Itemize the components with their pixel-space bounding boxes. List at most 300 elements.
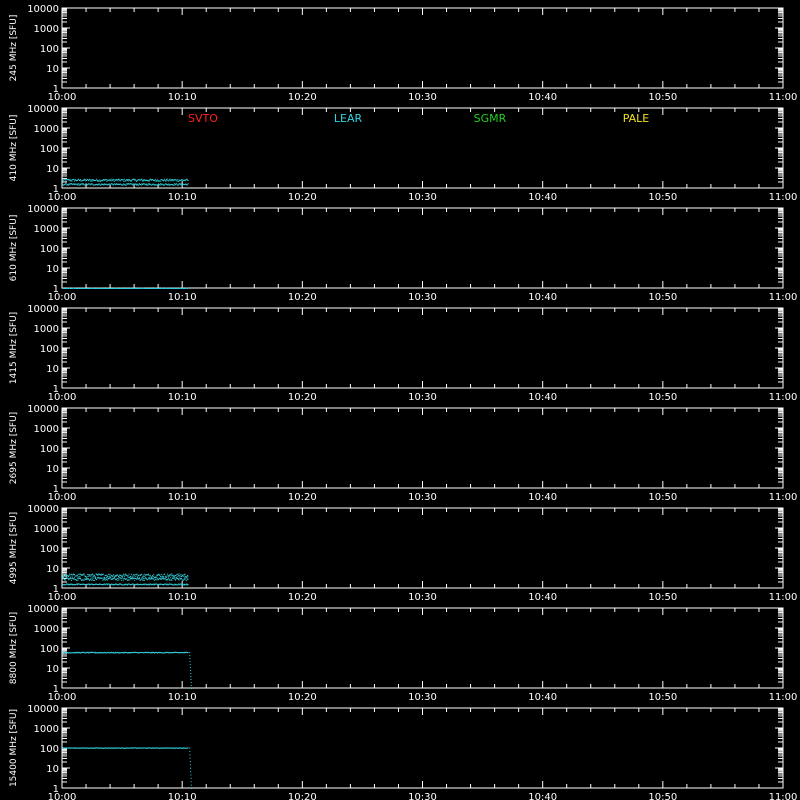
x-tick-label: 10:40 xyxy=(528,292,558,303)
data-point xyxy=(140,575,141,576)
data-point xyxy=(186,584,187,585)
data-point xyxy=(115,180,116,181)
y-tick-label: 1000 xyxy=(33,24,59,35)
plot-frame xyxy=(62,408,783,488)
data-point xyxy=(135,576,136,577)
data-point xyxy=(141,578,142,579)
data-point xyxy=(123,580,124,581)
data-point xyxy=(141,185,142,186)
data-point xyxy=(106,575,107,576)
data-point xyxy=(103,185,104,186)
data-point xyxy=(190,676,191,677)
data-point xyxy=(132,184,133,185)
data-point xyxy=(111,179,112,180)
data-point xyxy=(160,183,161,184)
data-point xyxy=(164,574,165,575)
x-tick-label: 10:40 xyxy=(528,592,558,603)
data-point xyxy=(170,179,171,180)
data-point xyxy=(83,183,84,184)
data-point xyxy=(137,184,138,185)
data-point xyxy=(153,584,154,585)
y-axis-label: 15400 MHz [SFU] xyxy=(9,708,19,788)
data-point xyxy=(148,574,149,575)
plot-frame xyxy=(62,608,783,688)
data-point xyxy=(91,577,92,578)
x-tick-label: 10:20 xyxy=(287,592,317,603)
data-point xyxy=(179,181,180,182)
data-point xyxy=(139,577,140,578)
data-point xyxy=(164,179,165,180)
y-tick-label: 1 xyxy=(52,684,59,695)
data-point xyxy=(132,576,133,577)
data-point xyxy=(105,575,106,576)
data-point xyxy=(109,576,110,577)
data-point xyxy=(188,747,189,748)
legend-sgmr: SGMR xyxy=(473,112,507,125)
data-point xyxy=(123,574,124,575)
data-point xyxy=(165,578,166,579)
data-point xyxy=(174,579,175,580)
data-point xyxy=(78,580,79,581)
data-point xyxy=(63,576,64,577)
x-tick-label: 10:50 xyxy=(648,92,678,103)
data-point xyxy=(112,576,113,577)
data-point xyxy=(152,576,153,577)
plot-frame xyxy=(62,308,783,388)
data-point xyxy=(176,578,177,579)
data-point xyxy=(129,179,130,180)
x-tick-label: 10:30 xyxy=(408,92,437,103)
data-point xyxy=(144,584,145,585)
data-point xyxy=(99,577,100,578)
x-tick-label: 11:00 xyxy=(768,392,798,403)
data-point xyxy=(87,579,88,580)
x-tick-label: 10:00 xyxy=(47,92,77,103)
data-point xyxy=(146,578,147,579)
y-tick-label: 100 xyxy=(39,344,59,355)
data-point xyxy=(163,576,164,577)
x-tick-label: 10:30 xyxy=(408,392,437,403)
data-point xyxy=(154,580,155,581)
data-point xyxy=(113,578,114,579)
data-point xyxy=(69,180,70,181)
data-point xyxy=(185,574,186,575)
y-tick-label: 10000 xyxy=(27,304,59,315)
data-point xyxy=(99,181,100,182)
panel-3 xyxy=(9,204,797,303)
data-point xyxy=(99,578,100,579)
x-tick-label: 10:20 xyxy=(287,92,317,103)
data-point xyxy=(178,184,179,185)
data-point xyxy=(167,576,168,577)
x-tick-label: 10:10 xyxy=(167,292,197,303)
data-point xyxy=(90,181,91,182)
x-tick-label: 10:30 xyxy=(408,792,437,800)
data-point xyxy=(167,574,168,575)
data-point xyxy=(164,180,165,181)
data-point xyxy=(168,184,169,185)
data-point xyxy=(165,181,166,182)
data-point xyxy=(72,180,73,181)
data-point xyxy=(191,778,192,779)
y-tick-label: 100 xyxy=(39,544,59,555)
data-point xyxy=(69,183,70,184)
data-point xyxy=(113,179,114,180)
data-point xyxy=(92,574,93,575)
data-point xyxy=(122,577,123,578)
data-point xyxy=(167,180,168,181)
data-point xyxy=(74,577,75,578)
data-point xyxy=(76,580,77,581)
data-point xyxy=(143,580,144,581)
y-tick-label: 10 xyxy=(46,164,59,175)
data-point xyxy=(127,575,128,576)
data-point xyxy=(85,179,86,180)
data-point xyxy=(109,574,110,575)
data-point xyxy=(182,575,183,576)
panel-6 xyxy=(9,504,797,603)
y-tick-label: 10 xyxy=(46,364,59,375)
data-point xyxy=(190,771,191,772)
y-tick-label: 1 xyxy=(52,784,59,795)
data-point xyxy=(68,179,69,180)
data-point xyxy=(137,185,138,186)
data-point xyxy=(188,579,189,580)
data-point xyxy=(130,180,131,181)
data-point xyxy=(179,577,180,578)
y-tick-label: 1 xyxy=(52,84,59,95)
data-point xyxy=(190,661,191,662)
data-point xyxy=(65,580,66,581)
panel-7 xyxy=(9,604,797,703)
data-point xyxy=(73,179,74,180)
data-point xyxy=(189,751,190,752)
data-point xyxy=(190,775,191,776)
data-point xyxy=(176,179,177,180)
data-point xyxy=(97,574,98,575)
data-point xyxy=(62,574,63,575)
data-point xyxy=(123,575,124,576)
data-point xyxy=(77,180,78,181)
data-point xyxy=(152,179,153,180)
data-point xyxy=(131,180,132,181)
x-tick-label: 11:00 xyxy=(768,92,798,103)
data-point xyxy=(179,579,180,580)
data-point xyxy=(163,578,164,579)
data-point xyxy=(90,576,91,577)
data-point xyxy=(135,574,136,575)
data-point xyxy=(141,574,142,575)
data-point xyxy=(108,574,109,575)
data-point xyxy=(115,576,116,577)
data-point xyxy=(73,579,74,580)
data-point xyxy=(149,180,150,181)
data-point xyxy=(138,185,139,186)
data-point xyxy=(77,578,78,579)
data-point xyxy=(100,184,101,185)
data-point xyxy=(191,785,192,786)
data-point xyxy=(91,179,92,180)
x-tick-label: 10:50 xyxy=(648,692,678,703)
data-point xyxy=(107,580,108,581)
data-point xyxy=(103,579,104,580)
data-point xyxy=(135,179,136,180)
data-point xyxy=(85,579,86,580)
data-point xyxy=(161,577,162,578)
data-point xyxy=(113,574,114,575)
data-point xyxy=(86,578,87,579)
data-point xyxy=(99,183,100,184)
data-point xyxy=(156,579,157,580)
data-point xyxy=(189,652,190,653)
data-point xyxy=(83,180,84,181)
data-point xyxy=(73,183,74,184)
panel-8 xyxy=(9,704,797,800)
data-point xyxy=(96,579,97,580)
data-point xyxy=(88,584,89,585)
legend-pale: PALE xyxy=(622,112,650,125)
data-point xyxy=(121,580,122,581)
y-axis-label: 8800 MHz [SFU] xyxy=(9,611,19,685)
x-tick-label: 10:00 xyxy=(47,692,77,703)
data-point xyxy=(97,575,98,576)
data-point xyxy=(190,761,191,762)
data-point xyxy=(159,574,160,575)
data-point xyxy=(137,579,138,580)
data-point xyxy=(188,288,189,289)
data-point xyxy=(155,179,156,180)
x-tick-label: 10:10 xyxy=(167,492,197,503)
data-point xyxy=(65,575,66,576)
x-tick-label: 11:00 xyxy=(768,692,798,703)
data-point xyxy=(126,185,127,186)
y-tick-label: 10000 xyxy=(27,204,59,215)
data-point xyxy=(167,179,168,180)
data-point xyxy=(157,575,158,576)
data-point xyxy=(92,579,93,580)
data-point xyxy=(155,577,156,578)
x-tick-label: 10:50 xyxy=(648,792,678,800)
legend-lear: LEAR xyxy=(333,112,363,125)
y-tick-label: 100 xyxy=(39,744,59,755)
x-tick-label: 10:20 xyxy=(287,692,317,703)
data-point xyxy=(77,575,78,576)
data-point xyxy=(134,580,135,581)
x-tick-label: 11:00 xyxy=(768,592,798,603)
data-point xyxy=(177,574,178,575)
y-tick-label: 10 xyxy=(46,664,59,675)
panel-5 xyxy=(9,404,797,503)
data-point xyxy=(178,575,179,576)
data-point xyxy=(71,580,72,581)
data-point xyxy=(177,576,178,577)
data-point xyxy=(152,575,153,576)
data-point xyxy=(78,576,79,577)
data-point xyxy=(66,183,67,184)
data-point xyxy=(171,580,172,581)
data-point xyxy=(149,584,150,585)
data-point xyxy=(150,575,151,576)
data-point xyxy=(175,575,176,576)
data-point xyxy=(142,579,143,580)
data-point xyxy=(149,577,150,578)
data-point xyxy=(168,575,169,576)
data-point xyxy=(117,179,118,180)
y-tick-label: 10 xyxy=(46,64,59,75)
data-point xyxy=(137,574,138,575)
x-tick-label: 10:40 xyxy=(528,692,558,703)
x-tick-label: 10:30 xyxy=(408,492,437,503)
data-point xyxy=(92,184,93,185)
data-point xyxy=(171,573,172,574)
data-point xyxy=(153,184,154,185)
data-point xyxy=(79,576,80,577)
data-point xyxy=(191,788,192,789)
data-point xyxy=(143,578,144,579)
data-point xyxy=(78,179,79,180)
y-tick-label: 100 xyxy=(39,244,59,255)
data-point xyxy=(183,574,184,575)
data-point xyxy=(63,577,64,578)
data-point xyxy=(68,579,69,580)
data-point xyxy=(180,576,181,577)
data-point xyxy=(118,579,119,580)
data-point xyxy=(189,655,190,656)
data-point xyxy=(131,574,132,575)
y-tick-label: 100 xyxy=(39,444,59,455)
data-point xyxy=(141,179,142,180)
y-tick-label: 1000 xyxy=(33,624,59,635)
series-lear xyxy=(62,179,189,186)
data-point xyxy=(180,183,181,184)
data-point xyxy=(170,180,171,181)
data-point xyxy=(143,180,144,181)
data-point xyxy=(91,181,92,182)
y-tick-label: 10 xyxy=(46,764,59,775)
data-point xyxy=(174,183,175,184)
data-point xyxy=(186,583,187,584)
data-point xyxy=(72,574,73,575)
data-point xyxy=(180,574,181,575)
data-point xyxy=(172,179,173,180)
data-point xyxy=(171,179,172,180)
data-point xyxy=(70,578,71,579)
data-point xyxy=(158,574,159,575)
x-tick-label: 11:00 xyxy=(768,292,798,303)
data-point xyxy=(94,575,95,576)
x-tick-label: 10:50 xyxy=(648,192,678,203)
x-tick-label: 10:40 xyxy=(528,492,558,503)
data-point xyxy=(143,576,144,577)
x-tick-label: 10:20 xyxy=(287,292,317,303)
data-point xyxy=(191,685,192,686)
data-point xyxy=(188,652,189,653)
data-point xyxy=(70,180,71,181)
data-point xyxy=(127,179,128,180)
y-tick-label: 1 xyxy=(52,184,59,195)
data-point xyxy=(171,180,172,181)
x-tick-label: 10:40 xyxy=(528,192,558,203)
data-point xyxy=(110,576,111,577)
y-tick-label: 10000 xyxy=(27,704,59,715)
y-tick-label: 1000 xyxy=(33,224,59,235)
data-point xyxy=(191,781,192,782)
data-point xyxy=(153,579,154,580)
data-point xyxy=(186,184,187,185)
data-point xyxy=(114,576,115,577)
data-point xyxy=(142,181,143,182)
data-point xyxy=(130,577,131,578)
data-point xyxy=(173,575,174,576)
x-tick-label: 10:50 xyxy=(648,492,678,503)
panel-1 xyxy=(9,4,797,103)
x-tick-label: 10:20 xyxy=(287,392,317,403)
data-point xyxy=(124,575,125,576)
data-point xyxy=(105,578,106,579)
data-point xyxy=(164,584,165,585)
data-point xyxy=(141,579,142,580)
x-tick-label: 10:30 xyxy=(408,292,437,303)
data-point xyxy=(183,576,184,577)
data-point xyxy=(189,748,190,749)
data-point xyxy=(111,575,112,576)
data-point xyxy=(157,578,158,579)
series-lear xyxy=(62,747,192,789)
data-point xyxy=(190,758,191,759)
data-point xyxy=(108,576,109,577)
data-point xyxy=(128,579,129,580)
data-point xyxy=(117,580,118,581)
data-point xyxy=(91,575,92,576)
data-point xyxy=(171,579,172,580)
data-point xyxy=(130,576,131,577)
x-tick-label: 10:10 xyxy=(167,592,197,603)
data-point xyxy=(74,574,75,575)
data-point xyxy=(191,679,192,680)
data-point xyxy=(149,575,150,576)
data-point xyxy=(82,575,83,576)
data-point xyxy=(138,575,139,576)
data-point xyxy=(127,576,128,577)
data-point xyxy=(167,579,168,580)
data-point xyxy=(123,179,124,180)
x-tick-label: 10:00 xyxy=(47,492,77,503)
data-point xyxy=(102,578,103,579)
data-point xyxy=(114,181,115,182)
data-point xyxy=(79,574,80,575)
data-point xyxy=(146,184,147,185)
data-point xyxy=(185,180,186,181)
data-point xyxy=(93,578,94,579)
y-tick-label: 10000 xyxy=(27,104,59,115)
y-tick-label: 1000 xyxy=(33,724,59,735)
data-point xyxy=(118,179,119,180)
data-point xyxy=(122,576,123,577)
x-tick-label: 10:10 xyxy=(167,792,197,800)
data-point xyxy=(171,575,172,576)
panel-2 xyxy=(9,104,797,203)
data-point xyxy=(78,184,79,185)
x-tick-label: 10:00 xyxy=(47,192,77,203)
data-point xyxy=(190,670,191,671)
plot-frame xyxy=(62,508,783,588)
data-point xyxy=(84,580,85,581)
data-point xyxy=(70,577,71,578)
data-point xyxy=(84,574,85,575)
data-point xyxy=(161,185,162,186)
data-point xyxy=(143,577,144,578)
data-point xyxy=(99,179,100,180)
